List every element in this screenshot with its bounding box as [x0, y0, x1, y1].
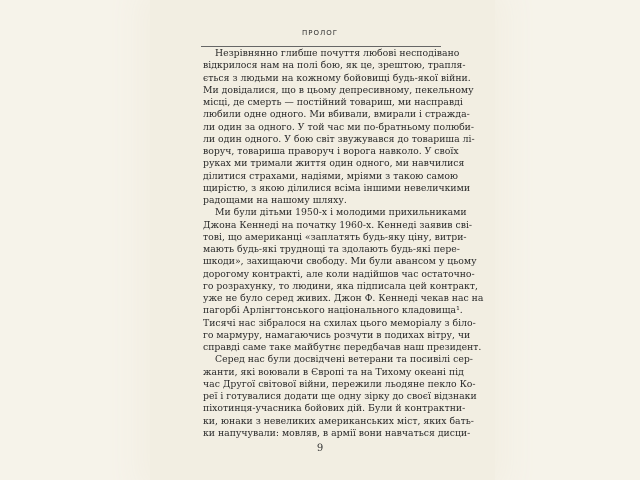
text-line: Незрівнянно глибше почуття любові несподівано — [215, 48, 460, 59]
running-header: ПРОЛОГ — [301, 29, 339, 37]
text-line: Серед нас були досвідчені ветерани та посивілі сер- — [215, 354, 473, 366]
text-line: ли один за одного. У той час ми по-братньому полюби- — [203, 121, 474, 133]
text-line: руках ми тримали життя один одного, ми навчилися — [203, 158, 465, 170]
page-number: 9 — [316, 443, 324, 454]
text-line: дорогому контракті, але коли надійшов час остаточно- — [203, 268, 475, 280]
text-line: любили одне одного. Ми вбивали, вмирали і стражда- — [203, 109, 470, 121]
text-line: Тисячі нас зібралося на схилах цього меморіалу з біло- — [203, 317, 476, 329]
text-line: справді саме таке майбутнє передбачав наш президент. — [203, 342, 482, 353]
text-line: щирістю, з якою ділилися всіма іншими невеличкими — [203, 182, 471, 194]
header-rule — [201, 46, 441, 47]
text-line: ки напучували: мовляв, в армії вони навчаться дисци- — [203, 427, 471, 439]
text-line: пагорбі Арлінгтонського національного кладовища¹. — [203, 305, 463, 317]
text-line: час Другої світової війни, пережили льодяне пекло Ко- — [203, 378, 476, 390]
text-line: жанти, які воювали в Європі та на Тихому океані під — [203, 366, 464, 378]
text-line: ється з людьми на кожному бойовищі будь-якої війни. — [203, 72, 471, 84]
text-line: ли один одного. У бою світ звужувався до товариша лі- — [203, 133, 475, 145]
body-text — [203, 48, 484, 440]
text-line: мають будь-які труднощі та здолають будь-які пере- — [203, 244, 460, 255]
text-line: відкрилося нам на полі бою, як це, зрештою, трапля- — [203, 60, 466, 72]
text-line: го розрахунку, то людини, яка підписала цей контракт, — [203, 280, 478, 292]
text-line: шкоди», захищаючи свободу. Ми були авансом у цьому — [203, 256, 477, 268]
text-line: ки, юнаки з невеликих американських міст, яких бать- — [203, 415, 474, 427]
text-line: радощами на нашому шляху. — [203, 195, 347, 206]
text-line: Джона Кеннеді на початку 1960-х. Кеннеді заявив сві- — [203, 219, 473, 231]
text-line: тові, що американці «заплатять будь-яку ціну, витри- — [203, 231, 467, 243]
text-line: реї і готувалися додати ще одну зірку до своєї відзнаки — [203, 391, 477, 402]
text-line: ділитися страхами, надіями, мріями з такою самою — [203, 170, 459, 182]
text-line: піхотинця-учасника бойових дій. Були й контрактни- — [203, 403, 466, 415]
text-line: Ми довідалися, що в цьому депресивному, пекельному — [203, 84, 474, 96]
text-line: го мармуру, намагаючись розчути в подихах вітру, чи — [203, 329, 471, 341]
text-line: місці, де смерть — постійний товариш, ми насправді — [203, 97, 463, 108]
text-line: Ми були дітьми 1950-х і молодими прихильниками — [215, 207, 467, 219]
text-line: воруч, товариша праворуч і ворога навколо. У своїх — [203, 146, 459, 157]
text-line: уже не було серед живих. Джон Ф. Кеннеді чекав нас на — [203, 293, 484, 304]
